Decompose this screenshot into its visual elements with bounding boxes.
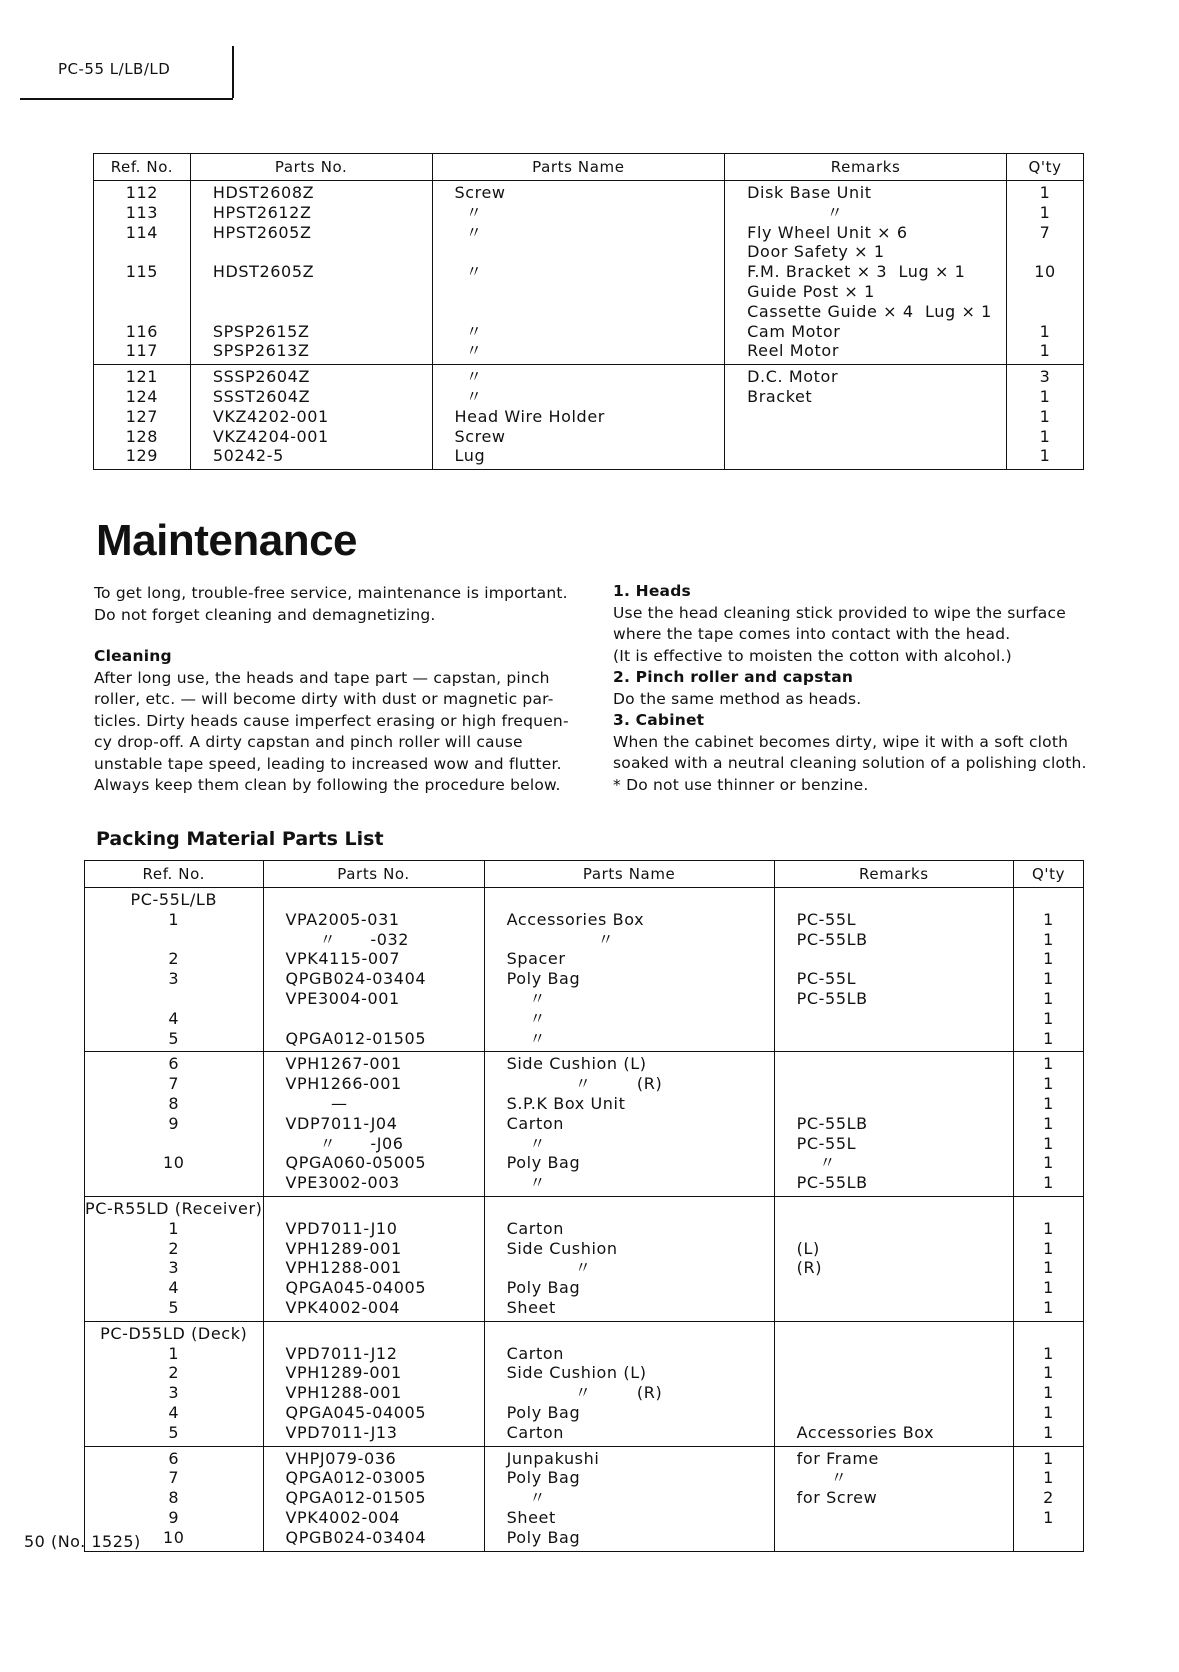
maintenance-left-column [94, 583, 574, 797]
qty-cell: 1 1 1 1 1 1 1 [1014, 1052, 1084, 1197]
heads-heading: 1. Heads [613, 582, 691, 600]
header-underline [20, 98, 233, 100]
ref-cell: 6 7 8 9 10 [85, 1446, 264, 1551]
cleaning-heading: Cleaning [94, 647, 172, 665]
parts-no-cell: VHPJ079-036 QPGA012-03005 QPGA012-01505 VPK4002-004 QPGB024-03404 [263, 1446, 484, 1551]
page-footer: 50 (No. 1525) [24, 1532, 141, 1551]
qty-cell: 1 1 7 10 1 1 [1007, 181, 1084, 365]
col-ref-no: Ref. No. [85, 861, 264, 888]
header-model-label: PC-55 L/LB/LD [58, 60, 171, 78]
table-row [85, 1321, 1084, 1446]
maintenance-intro: To get long, trouble-free service, maintenance is important. Do not forget cleaning and demagnetizing. [94, 584, 568, 624]
parts-name-cell: Accessories Box 〃 Spacer Poly Bag 〃 〃 〃 [484, 888, 774, 1052]
parts-name-cell: Carton Side Cushion (L) 〃 (R) Poly Bag Carton [484, 1321, 774, 1446]
ref-cell: 112 113 114 115 116 117 [94, 181, 191, 365]
table-row [85, 1196, 1084, 1321]
ref-cell: PC-D55LD (Deck) 1 2 3 4 5 [85, 1321, 264, 1446]
parts-name-cell: Screw 〃 〃 〃 〃 〃 [432, 181, 725, 365]
heads-text: Use the head cleaning stick provided to wipe the surface where the tape comes into contact with the head. (It is effective to moisten the cotton with alcohol.) [613, 603, 1066, 665]
parts-table-header [94, 154, 1084, 181]
ref-cell: PC-55L/LB 1 2 3 4 5 [85, 888, 264, 1052]
ref-cell: PC-R55LD (Receiver) 1 2 3 4 5 [85, 1196, 264, 1321]
col-ref-no: Ref. No. [94, 154, 191, 181]
table-row [94, 365, 1084, 470]
cabinet-heading: 3. Cabinet [613, 711, 705, 729]
parts-no-cell: VPD7011-J12 VPH1289-001 VPH1288-001 QPGA045-04005 VPD7011-J13 [263, 1321, 484, 1446]
table-row [85, 1052, 1084, 1197]
remarks-cell: for Frame 〃 for Screw [774, 1446, 1013, 1551]
col-parts-no: Parts No. [190, 154, 432, 181]
cabinet-text: When the cabinet becomes dirty, wipe it with a soft cloth soaked with a neutral cleaning solution of a polishing cloth. * Do not use thinner or benzine. [613, 732, 1087, 794]
col-remarks: Remarks [774, 861, 1013, 888]
remarks-cell: PC-55LB PC-55L 〃 PC-55LB [774, 1052, 1013, 1197]
parts-no-cell: VPH1267-001 VPH1266-001 — VDP7011-J04 〃 -J06 QPGA060-05005 VPE3002-003 [263, 1052, 484, 1197]
col-parts-name: Parts Name [432, 154, 725, 181]
parts-name-cell: Side Cushion (L) 〃 (R) S.P.K Box Unit Carton 〃 Poly Bag 〃 [484, 1052, 774, 1197]
qty-cell: 1 1 1 1 1 [1014, 1321, 1084, 1446]
parts-name-cell: Carton Side Cushion 〃 Poly Bag Sheet [484, 1196, 774, 1321]
packing-table [84, 860, 1084, 1552]
table-row [94, 181, 1084, 365]
qty-cell: 1 1 2 1 [1014, 1446, 1084, 1551]
pinch-heading: 2. Pinch roller and capstan [613, 668, 854, 686]
col-parts-name: Parts Name [484, 861, 774, 888]
parts-name-cell: Junpakushi Poly Bag 〃 Sheet Poly Bag [484, 1446, 774, 1551]
table-row [85, 1446, 1084, 1551]
remarks-cell: Disk Base Unit 〃 Fly Wheel Unit × 6 Door Safety × 1 F.M. Bracket × 3 Lug × 1 Guide Post × 1 Cassette Guide × 4 Lug × 1 Cam Motor Reel Motor [725, 181, 1007, 365]
packing-list-title: Packing Material Parts List [96, 828, 384, 850]
table-row [85, 888, 1084, 1052]
parts-name-cell: 〃 〃 Head Wire Holder Screw Lug [432, 365, 725, 470]
maintenance-right-column [613, 581, 1093, 796]
maintenance-title: Maintenance [96, 516, 358, 565]
packing-table-header [85, 861, 1084, 888]
parts-table [93, 153, 1084, 470]
header-divider [232, 46, 234, 98]
cleaning-text: After long use, the heads and tape part — capstan, pinch roller, etc. — will become dirty with dust or magnetic par- ticles. Dirty heads cause imperfect erasing or high frequen- cy drop-off. A dirty capstan and pinch roller will cause unstable tape speed, leading to increased wow and flutter. Always keep them clean by following the procedure below. [94, 668, 569, 794]
qty-cell: 1 1 1 1 1 1 1 [1014, 888, 1084, 1052]
qty-cell: 1 1 1 1 1 [1014, 1196, 1084, 1321]
col-qty: Q'ty [1014, 861, 1084, 888]
ref-cell: 6 7 8 9 10 [85, 1052, 264, 1197]
parts-no-cell: SSSP2604Z SSST2604Z VKZ4202-001 VKZ4204-001 50242-5 [190, 365, 432, 470]
parts-no-cell: VPD7011-J10 VPH1289-001 VPH1288-001 QPGA045-04005 VPK4002-004 [263, 1196, 484, 1321]
col-qty: Q'ty [1007, 154, 1084, 181]
remarks-cell: D.C. Motor Bracket [725, 365, 1007, 470]
col-remarks: Remarks [725, 154, 1007, 181]
parts-no-cell: VPA2005-031 〃 -032 VPK4115-007 QPGB024-03404 VPE3004-001 QPGA012-01505 [263, 888, 484, 1052]
ref-cell: 121 124 127 128 129 [94, 365, 191, 470]
remarks-cell: PC-55L PC-55LB PC-55L PC-55LB [774, 888, 1013, 1052]
qty-cell: 3 1 1 1 1 [1007, 365, 1084, 470]
remarks-cell: (L) (R) [774, 1196, 1013, 1321]
parts-no-cell: HDST2608Z HPST2612Z HPST2605Z HDST2605Z SPSP2615Z SPSP2613Z [190, 181, 432, 365]
col-parts-no: Parts No. [263, 861, 484, 888]
pinch-text: Do the same method as heads. [613, 689, 862, 708]
remarks-cell: Accessories Box [774, 1321, 1013, 1446]
